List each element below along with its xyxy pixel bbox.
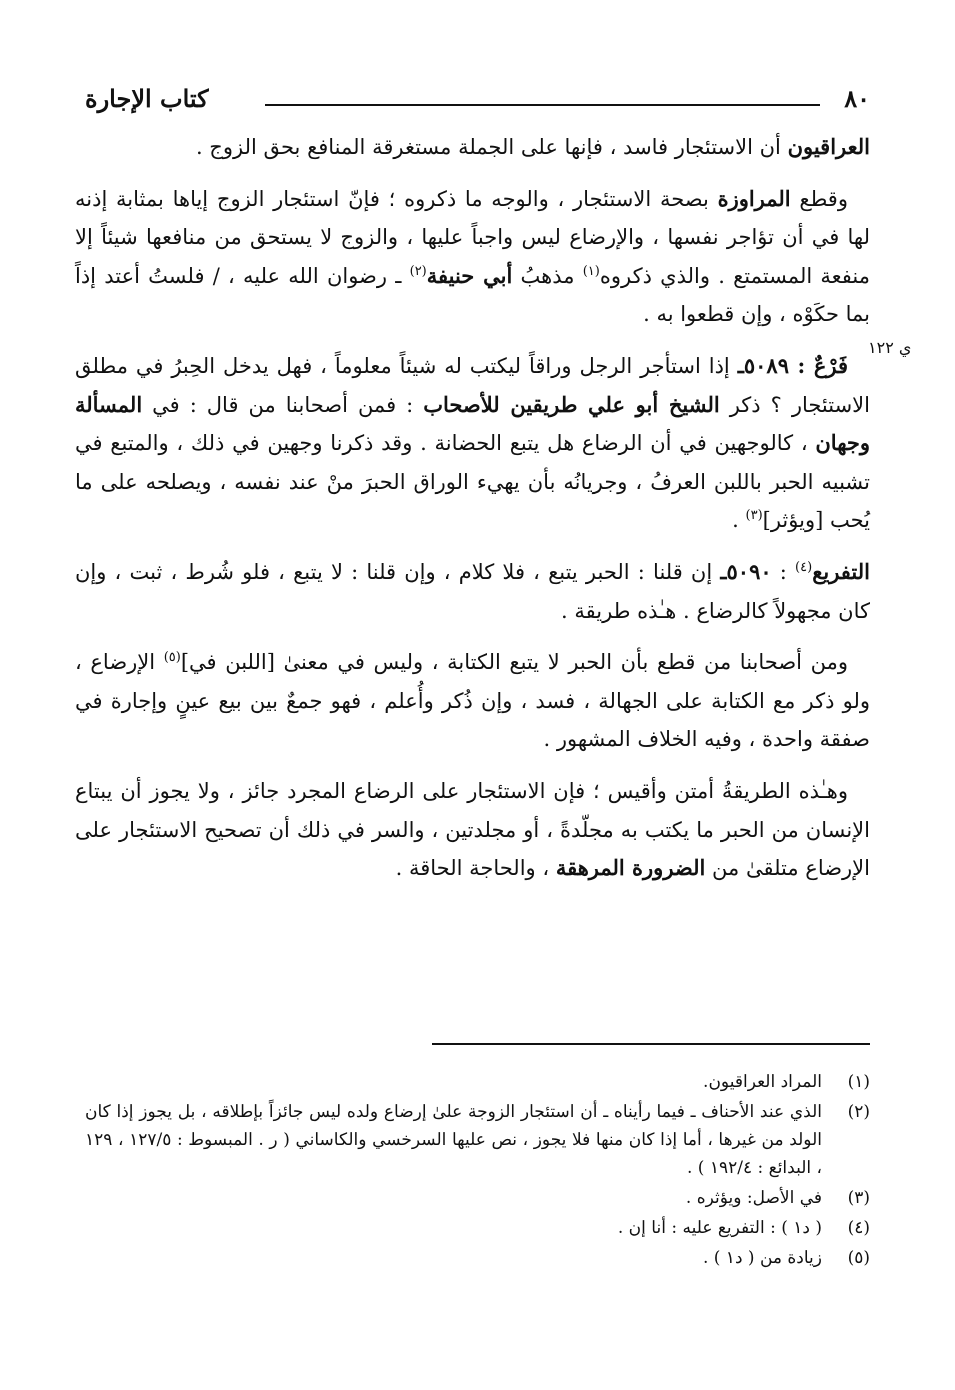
section-heading: فَرْعٌ : ٥٠٨٩ـ [737,352,849,378]
paragraph-text: بصحة الاستئجار ، والوجه ما ذكروه ؛ فإنّ استئجار الزوج إياها بمثابة إذنه لها في أن تؤاجر نفسها ، والإرضاع ليس واجباً عليها ، والزوج لا يستحق من منافعها شيئاً إلا منفعة المستمتع . والذي ذكروه [75,186,870,288]
footnote-number: (٣) [847,1188,870,1208]
paragraph-text: الإرضاع ، ولو ذكر مع الكتابة على الجهالة ، فسد ، وإن ذُكر وأُعلم ، فهو جمعٌ بين بيع عينٍ وإجارة في صفقة واحدة ، وفيه الخلاف المشهور . [75,650,870,752]
footnote-separator [432,1043,870,1045]
footnotes [85,1068,870,1274]
paragraph-text: وهـٰذه الطريقةُ أمتن وأقيس ؛ فإن الاستئجار على الرضاع المجرد جائز ، ولا يجوز أن يبتاع الإنسان من الحبر ما يكتب به مجلّدةً ، أو مجلدتين ، والسر في ذلك أن تصحيح الاستئجار على الإرضاع متلقىٰ من [75,778,870,881]
paragraph-text: إن قلنا : الحبر يتبع ، فلا كلام ، وإن قلنا : لا يتبع ، فلو شُرط ، ثبت ، وإن كان مجهولاً كالرضاع . هـٰذه طريقة . [75,559,870,623]
paragraph-3 [75,347,870,540]
paragraph-1 [75,128,870,167]
bold-term: العراقيون [787,134,870,159]
footnote-ref-4[interactable]: (٤) [795,559,813,575]
paragraph-text: . [732,508,746,533]
footnote-3 [85,1184,870,1212]
paragraph-text: إذا استأجر الرجل وراقاً ليكتب له شيئاً معلوماً ، فهل يدخل الحِبرُ في مطلق الاستئجار ؟ ذكر [75,353,870,417]
header-rule [265,104,820,106]
footnote-text: الذي عند الأحناف ـ فيما رأيناه ـ أن استئجار الزوجة علىٰ إرضاع ولده ليس جائزاً بإطلاقه ، بل يجوز إذا كان الولد من غيرها ، أما إذا كان منها فلا يجوز ، نص عليها السرخسي والكاساني ( ر . المبسوط : ١٢٧/٥ ، ١٢٩ ، البدائع : ١٩٢/٤ ) . [85,1102,822,1178]
page-number: ٨٠ [844,84,870,113]
paragraph-text: : فمن أصحابنا من قال : في [142,392,424,417]
paragraph-text: وقطع [790,186,848,211]
footnote-text: ( د١ ) : التفريع عليه : أنا إن . [617,1218,822,1238]
footnote-2 [85,1098,870,1182]
footnote-text: زيادة من ( د١ ) . [702,1248,822,1268]
footnote-number: (١) [847,1072,870,1092]
footnote-number: (٢) [847,1102,870,1122]
footnote-number: (٤) [847,1218,870,1238]
main-text [75,128,870,901]
footnote-text: المراد العراقيون. [703,1072,822,1092]
footnote-text: في الأصل: ويؤثره . [685,1188,822,1208]
paragraph-4 [75,553,870,630]
paragraph-text: ومن أصحابنا من قطع بأن الحبر لا يتبع الكتابة ، وليس في معنىٰ [اللبن في] [180,650,848,675]
book-title: كتاب الإجارة [85,84,209,113]
footnote-ref-1[interactable]: (١) [582,263,600,279]
paragraph-6 [75,772,870,888]
page-header [85,84,870,120]
paragraph-text: ، كالوجهين في أن الرضاع هل يتبع الحضانة . وقد ذكرنا وجهين في ذلك ، والمتبع في تشبيه الحبر باللبن العرفُ ، وجريانُه بأن يهيء الوراق الحبرَ منْ عند نفسه ، ويصلحه على ما يُحب [ويؤثر] [75,431,870,533]
paragraph-text: ، والحاجة الحاقة . [395,856,556,881]
bold-term: الضرورة المرهقة [555,855,706,881]
margin-reference: ي ١٢٢ [868,338,912,357]
bold-term: أبي حنيفة [426,262,513,288]
paragraph-text: أن الاستئجار فاسد ، فإنها على الجملة مستغرقة المنافع بحق الزوج . [195,135,788,159]
bold-term: المسألة وجهان [75,391,870,456]
footnote-4 [85,1214,870,1242]
bold-term: الشيخ أبو علي طريقين للأصحاب [423,391,720,417]
footnote-ref-2[interactable]: (٢) [409,263,427,279]
paragraph-text: ـ رضوان الله عليه ، / فلستُ أعتد إذاً بما حكَوْه ، وإن قطعوا به . [75,263,870,327]
paragraph-text: : [771,559,796,584]
section-heading: التفريع [812,558,870,584]
footnote-ref-3[interactable]: (٣) [745,508,763,524]
footnote-ref-5[interactable]: (٥) [163,650,181,666]
section-number: ٥٠٩٠ـ [720,558,772,584]
footnote-1 [85,1068,870,1096]
bold-term: المراوزة [717,185,791,211]
paragraph-5 [75,643,870,759]
paragraph-2 [75,180,870,334]
footnote-number: (٥) [847,1248,870,1268]
footnote-5 [85,1244,870,1272]
paragraph-text: مذهبُ [512,263,583,288]
